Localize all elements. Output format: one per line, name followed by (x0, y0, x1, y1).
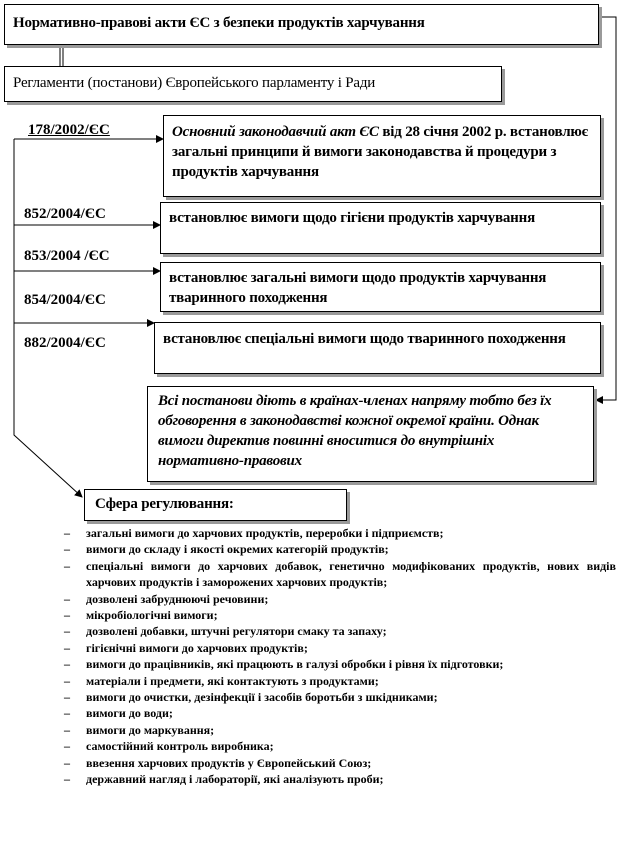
regulation-box-178 (163, 115, 601, 197)
scope-item: – вимоги до води; (86, 705, 616, 721)
regulation-box-852 (160, 202, 601, 254)
scope-item: – дозволені добавки, штучні регулятори смаку та запаху; (86, 623, 616, 639)
title-box (4, 4, 599, 45)
scope-list (86, 525, 616, 788)
code-853: 853/2004 /ЄС (24, 248, 110, 264)
regulation-178-lead: Основний законодавчий акт ЄС (172, 124, 379, 140)
regulations-header-box (4, 66, 502, 102)
scope-item: – вимоги до маркування; (86, 722, 616, 738)
scope-item: – самостійний контроль виробника; (86, 738, 616, 754)
scope-item: – мікробіологічні вимоги; (86, 607, 616, 623)
code-852: 852/2004/ЄС (24, 206, 106, 222)
regulation-178-text: від 28 січня 2002 р. встановлює загальні принципи й вимоги законодавства й процедури з продуктів харчування (172, 124, 588, 180)
note-text: Всі постанови діють в країнах-членах напряму тобто без їх обговорення в законодавстві кожної окремої країни. Однак вимоги директив повинні вноситися до внутрішніх нормативно-правових (158, 393, 552, 469)
scope-item: – вимоги до очистки, дезінфекції і засобів боротьби з шкідниками; (86, 689, 616, 705)
scope-title: Сфера регулювання: (95, 496, 234, 512)
scope-item: – загальні вимоги до харчових продуктів, переробки і підприємств; (86, 525, 616, 541)
scope-title-box (84, 489, 347, 521)
regulations-header: Регламенти (постанови) Європейського парламенту і Ради (13, 75, 376, 91)
regulation-box-853 (160, 262, 601, 312)
note-box (147, 386, 594, 482)
scope-item: – матеріали і предмети, які контактують з продуктами; (86, 673, 616, 689)
regulation-853-text: встановлює загальні вимоги щодо продуктів харчування тваринного походження (169, 270, 547, 306)
scope-item: – дозволені забруднюючі речовини; (86, 591, 616, 607)
code-882: 882/2004/ЄС (24, 335, 106, 351)
regulation-box-882 (154, 322, 601, 374)
scope-item: – ввезення харчових продуктів у Європейський Союз; (86, 755, 616, 771)
scope-item: – державний нагляд і лабораторії, які аналізують проби; (86, 771, 616, 787)
code-178: 178/2002/ЄС (28, 122, 110, 138)
regulation-852-text: встановлює вимоги щодо гігієни продуктів харчування (169, 210, 535, 226)
page-title: Нормативно-правові акти ЄС з безпеки продуктів харчування (13, 15, 425, 31)
regulation-882-text: встановлює спеціальні вимоги щодо тваринного походження (163, 331, 566, 347)
scope-item: – вимоги до складу і якості окремих категорій продуктів; (86, 541, 616, 557)
scope-item: – гігієнічні вимоги до харчових продуктів; (86, 640, 616, 656)
scope-item: – вимоги до працівників, які працюють в галузі обробки і рівня їх підготовки; (86, 656, 616, 672)
code-854: 854/2004/ЄС (24, 292, 106, 308)
scope-item: – спеціальні вимоги до харчових добавок, генетично модифікованих продуктів, нових видів харчових продуктів і заморожених харчових продуктів; (86, 558, 616, 591)
